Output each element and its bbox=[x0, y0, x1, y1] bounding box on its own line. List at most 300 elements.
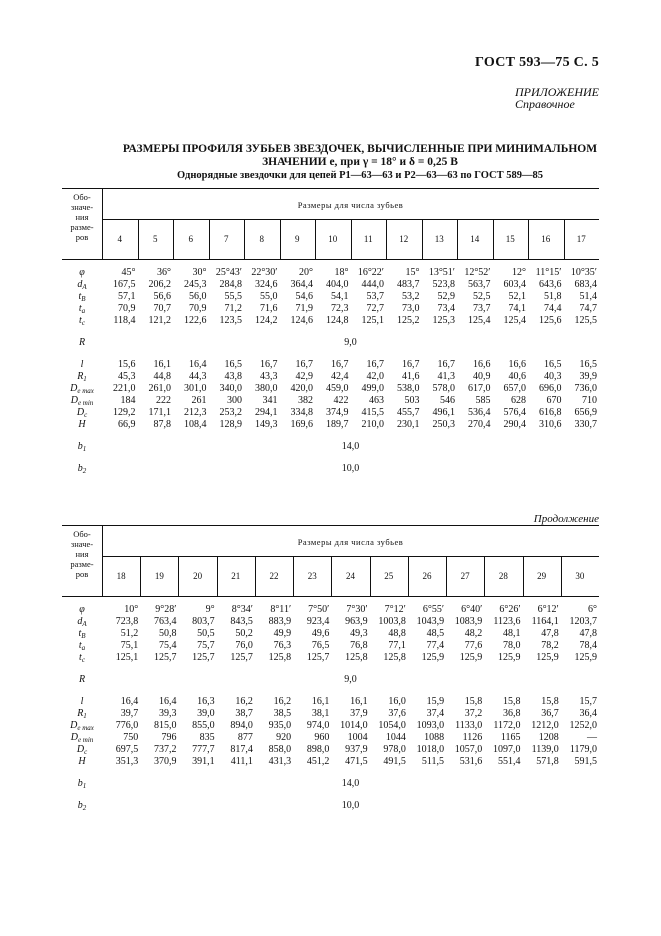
table-cell: 576,4 bbox=[503, 407, 526, 418]
table-cell: 41,3 bbox=[437, 371, 455, 382]
table-cell: 1165 bbox=[500, 732, 521, 743]
teeth-count-cell: 15 bbox=[505, 234, 515, 244]
table-cell: 73,4 bbox=[437, 303, 455, 314]
table-cell: 44,3 bbox=[189, 371, 207, 382]
table-cell: 43,3 bbox=[260, 371, 278, 382]
row-label-subscript: c bbox=[84, 411, 88, 419]
span-value-b1: 14,0 bbox=[341, 441, 360, 452]
table-cell: 16,7 bbox=[366, 359, 384, 370]
table-cell: 37,6 bbox=[388, 708, 406, 719]
stub-header-line: ния bbox=[75, 212, 89, 222]
table-cell: 51,8 bbox=[544, 291, 562, 302]
continuation-label: Продолжение bbox=[533, 513, 599, 525]
title-line-3: Однорядные звездочки для цепей Р1—63—63 и Р2—63—63 по ГОСТ 589—85 bbox=[177, 170, 543, 181]
row-label-symbol: φ bbox=[79, 604, 85, 615]
table-cell: 125,5 bbox=[574, 315, 597, 326]
row-label-subscript: c bbox=[81, 319, 85, 327]
row-label-symbol: d bbox=[77, 279, 83, 290]
table-cell: 38,7 bbox=[235, 708, 253, 719]
table-cell: 77,6 bbox=[464, 640, 483, 651]
table-cell: 270,4 bbox=[468, 419, 491, 430]
table-cell: 16°22′ bbox=[357, 267, 384, 278]
teeth-count-cell: 19 bbox=[154, 571, 164, 581]
table-cell: 404,0 bbox=[326, 279, 349, 290]
table-cell: 22°30′ bbox=[251, 267, 278, 278]
row-label-symbol: t bbox=[78, 640, 82, 651]
table-cell: 129,2 bbox=[113, 407, 136, 418]
table-cell: 1018,0 bbox=[416, 744, 445, 755]
table-cell: 261,0 bbox=[148, 383, 171, 394]
table-cell: 71,9 bbox=[295, 303, 313, 314]
table-cell: 15,8 bbox=[464, 696, 483, 707]
teeth-count-cell: 9 bbox=[295, 234, 300, 244]
table-cell: 1252,0 bbox=[569, 720, 597, 731]
table-cell: 16,7 bbox=[331, 359, 349, 370]
table-cell: 36,8 bbox=[503, 708, 521, 719]
table-cell: 15,7 bbox=[579, 696, 597, 707]
table-cell: 963,9 bbox=[345, 616, 368, 627]
table-cell: 253,2 bbox=[219, 407, 242, 418]
table-cell: 657,0 bbox=[503, 383, 526, 394]
teeth-count-cell: 26 bbox=[422, 571, 432, 581]
table-cell: 536,4 bbox=[468, 407, 491, 418]
table-cell: 578,0 bbox=[432, 383, 455, 394]
table-cell: 15° bbox=[405, 267, 420, 278]
table-cell: 585 bbox=[475, 395, 491, 406]
stub-header-line: разме- bbox=[70, 222, 94, 232]
table-cell: 125,4 bbox=[503, 315, 526, 326]
row-label bbox=[70, 629, 94, 641]
table-cell: 843,5 bbox=[230, 616, 253, 627]
table-cell: 38,5 bbox=[273, 708, 292, 719]
row-label bbox=[70, 757, 94, 767]
table-cell: 1014,0 bbox=[340, 720, 368, 731]
appendix-label bbox=[515, 86, 599, 110]
table-cell: 49,3 bbox=[350, 628, 368, 639]
table-cell: 108,4 bbox=[184, 419, 207, 430]
table-header-bottom-rule bbox=[62, 596, 599, 597]
stub-header bbox=[62, 192, 102, 242]
table-cell: 75,7 bbox=[197, 640, 215, 651]
table-cell: 340,0 bbox=[219, 383, 242, 394]
table-cell: 15,9 bbox=[426, 696, 445, 707]
table-cell: 20° bbox=[299, 267, 313, 278]
table-cell: 374,9 bbox=[326, 407, 349, 418]
table-cell: 167,5 bbox=[113, 279, 136, 290]
table-cell: 6°26′ bbox=[499, 604, 521, 615]
table-cell: 1133,0 bbox=[455, 720, 483, 731]
table-cell: 571,8 bbox=[536, 756, 559, 767]
table-cell: 1203,7 bbox=[569, 616, 597, 627]
table-cell: 36,4 bbox=[579, 708, 597, 719]
table-cell: 16,4 bbox=[120, 696, 139, 707]
row-label-symbol: l bbox=[80, 359, 84, 370]
teeth-count-cell: 20 bbox=[193, 571, 203, 581]
table-cell: 546 bbox=[440, 395, 455, 406]
table-cell: 551,4 bbox=[498, 756, 521, 767]
table-cell: 1179,0 bbox=[569, 744, 597, 755]
table-cell: 25°43′ bbox=[215, 267, 242, 278]
table-cell: 48,2 bbox=[464, 628, 483, 639]
stub-header-line: значе- bbox=[70, 539, 94, 549]
table-cell: 73,7 bbox=[473, 303, 491, 314]
table-cell: 13°51′ bbox=[428, 267, 455, 278]
table-cell: 6°55′ bbox=[422, 604, 445, 615]
row-label-symbol: b bbox=[77, 778, 83, 789]
teeth-header-rule bbox=[102, 556, 599, 557]
table-cell: 40,6 bbox=[508, 371, 526, 382]
table-cell: 70,7 bbox=[153, 303, 171, 314]
table-cell: 491,5 bbox=[383, 756, 406, 767]
table-cell: 121,2 bbox=[148, 315, 171, 326]
stub-divider bbox=[102, 525, 103, 596]
table-cell: 50,5 bbox=[197, 628, 215, 639]
table-cell: 36° bbox=[157, 267, 171, 278]
table-cell: 803,7 bbox=[192, 616, 215, 627]
page-header: ГОСТ 593—75 С. 5 bbox=[475, 55, 599, 70]
table-cell: 78,4 bbox=[579, 640, 597, 651]
table-cell: 16,2 bbox=[273, 696, 292, 707]
stub-header-line: разме- bbox=[70, 559, 94, 569]
teeth-count-cell: 10 bbox=[328, 234, 338, 244]
table-cell: 1003,8 bbox=[378, 616, 406, 627]
table-cell: 16,1 bbox=[350, 696, 368, 707]
stub-header-line: значе- bbox=[70, 202, 94, 212]
table-cell: 324,6 bbox=[255, 279, 278, 290]
row-label-symbol: t bbox=[79, 652, 82, 663]
table-cell: 12°52′ bbox=[464, 267, 491, 278]
table-cell: 351,3 bbox=[115, 756, 139, 767]
teeth-count-cell: 25 bbox=[384, 571, 394, 581]
table-cell: 960 bbox=[314, 732, 330, 743]
teeth-count-cell: 5 bbox=[153, 234, 158, 244]
table-cell: 920 bbox=[276, 732, 292, 743]
teeth-count-cell: 14 bbox=[470, 234, 480, 244]
table-cell: 16,4 bbox=[189, 359, 207, 370]
table-cell: 125,1 bbox=[361, 315, 384, 326]
teeth-count-cell: 13 bbox=[434, 234, 444, 244]
row-label bbox=[70, 653, 94, 665]
table-cell: 978,0 bbox=[383, 744, 406, 755]
table-cell: 1054,0 bbox=[378, 720, 406, 731]
row-label bbox=[70, 420, 94, 430]
table-cell: 37,9 bbox=[350, 708, 368, 719]
table-cell: 125,7 bbox=[153, 652, 177, 663]
row-label-subscript: c bbox=[81, 656, 85, 664]
table-cell: 499,0 bbox=[361, 383, 384, 394]
table-cell: 1126 bbox=[462, 732, 483, 743]
teeth-count-cell: 28 bbox=[498, 571, 508, 581]
span-value-b2: 10,0 bbox=[341, 800, 360, 811]
table-cell: 55,5 bbox=[224, 291, 242, 302]
table-cell: 1093,0 bbox=[416, 720, 445, 731]
table-cell: 171,1 bbox=[148, 407, 171, 418]
span-value-R: 9,0 bbox=[344, 337, 357, 348]
table-cell: 1004 bbox=[347, 732, 368, 743]
table-cell: 57,1 bbox=[118, 291, 136, 302]
table-cell: 212,3 bbox=[184, 407, 207, 418]
table-cell: 391,1 bbox=[192, 756, 215, 767]
table-cell: 736,0 bbox=[574, 383, 597, 394]
table-cell: 71,6 bbox=[260, 303, 278, 314]
row-label bbox=[70, 697, 94, 707]
table-cell: 628 bbox=[511, 395, 526, 406]
table-cell: 670 bbox=[546, 395, 562, 406]
row-label-symbol: b bbox=[77, 441, 83, 452]
table-cell: 75,1 bbox=[120, 640, 139, 651]
table-cell: 16,5 bbox=[579, 359, 597, 370]
table-top-rule bbox=[62, 525, 599, 526]
table-cell: 52,5 bbox=[473, 291, 491, 302]
table-cell: 8°34′ bbox=[231, 604, 253, 615]
table-cell: 11°15′ bbox=[535, 267, 562, 278]
stub-header-line: Обо- bbox=[73, 529, 91, 539]
stub-header-line: ния bbox=[75, 549, 89, 559]
table-cell: 697,5 bbox=[115, 744, 139, 755]
row-label-subscript: a bbox=[81, 644, 86, 652]
table-cell: 16,0 bbox=[388, 696, 406, 707]
row-label-symbol: D bbox=[70, 720, 78, 731]
teeth-count-cell: 27 bbox=[460, 571, 470, 581]
stub-header bbox=[62, 529, 102, 579]
table-cell: 603,4 bbox=[503, 279, 526, 290]
row-label-symbol: l bbox=[80, 696, 84, 707]
table-cell: 122,6 bbox=[184, 315, 207, 326]
table-cell: 776,0 bbox=[115, 720, 139, 731]
stub-header-line: Обо- bbox=[73, 192, 91, 202]
table-cell: 250,3 bbox=[432, 419, 455, 430]
table-cell: 49,6 bbox=[311, 628, 330, 639]
table-cell: 12° bbox=[512, 267, 526, 278]
row-label bbox=[70, 675, 94, 685]
table-cell: 41,6 bbox=[402, 371, 420, 382]
table-cell: 76,5 bbox=[311, 640, 330, 651]
table-cell: 222 bbox=[156, 395, 171, 406]
table-cell: 125,1 bbox=[115, 652, 139, 663]
table-cell: 47,8 bbox=[579, 628, 597, 639]
table-cell: 9° bbox=[205, 604, 215, 615]
table-cell: 16,1 bbox=[153, 359, 171, 370]
table-cell: — bbox=[586, 732, 597, 743]
table-cell: 290,4 bbox=[503, 419, 526, 430]
table-cell: 125,9 bbox=[498, 652, 521, 663]
appendix-title: ПРИЛОЖЕНИЕ bbox=[515, 85, 599, 99]
row-label bbox=[70, 617, 94, 629]
table-cell: 245,3 bbox=[184, 279, 207, 290]
table-cell: 7°50′ bbox=[308, 604, 330, 615]
table-cell: 55,0 bbox=[260, 291, 278, 302]
table-cell: 8°11′ bbox=[270, 604, 292, 615]
row-label-subscript: A bbox=[82, 620, 87, 628]
table-cell: 643,6 bbox=[539, 279, 562, 290]
table-cell: 42,4 bbox=[331, 371, 349, 382]
table-cell: 750 bbox=[123, 732, 139, 743]
table-cell: 261 bbox=[191, 395, 207, 406]
table-cell: 455,7 bbox=[397, 407, 420, 418]
table-cell: 51,4 bbox=[579, 291, 597, 302]
table-cell: 125,9 bbox=[536, 652, 559, 663]
table-cell: 431,3 bbox=[268, 756, 292, 767]
table-cell: 1123,6 bbox=[493, 616, 521, 627]
table-cell: 310,6 bbox=[539, 419, 562, 430]
table-cell: 37,4 bbox=[426, 708, 445, 719]
table-cell: 531,6 bbox=[459, 756, 483, 767]
table-cell: 15,8 bbox=[503, 696, 521, 707]
table-cell: 184 bbox=[120, 395, 136, 406]
table-cell: 538,0 bbox=[397, 383, 420, 394]
teeth-count-cell: 12 bbox=[399, 234, 409, 244]
teeth-count-cell: 30 bbox=[575, 571, 585, 581]
row-label-symbol: D bbox=[76, 744, 85, 755]
table-cell: 1212,0 bbox=[531, 720, 559, 731]
table-cell: 855,0 bbox=[192, 720, 215, 731]
row-label-symbol: b bbox=[77, 800, 83, 811]
table-cell: 511,5 bbox=[421, 756, 445, 767]
table-cell: 125,3 bbox=[432, 315, 455, 326]
table-cell: 422 bbox=[333, 395, 349, 406]
table-cell: 76,8 bbox=[350, 640, 368, 651]
row-label-subscript: 1 bbox=[83, 375, 87, 383]
row-label bbox=[70, 338, 94, 348]
table-cell: 16,4 bbox=[158, 696, 177, 707]
table-cell: 471,5 bbox=[345, 756, 368, 767]
table-cell: 51,2 bbox=[120, 628, 139, 639]
table-cell: 1044 bbox=[385, 732, 406, 743]
table-cell: 6°12′ bbox=[537, 604, 559, 615]
row-label-subscript: 1 bbox=[83, 712, 87, 720]
table-cell: 66,9 bbox=[118, 419, 136, 430]
table-cell: 43,8 bbox=[224, 371, 242, 382]
row-label bbox=[70, 605, 94, 615]
table-cell: 48,8 bbox=[388, 628, 406, 639]
table-cell: 87,8 bbox=[153, 419, 171, 430]
table-cell: 1208 bbox=[538, 732, 559, 743]
title-line-1: РАЗМЕРЫ ПРОФИЛЯ ЗУБЬЕВ ЗВЕЗДОЧЕК, ВЫЧИСЛЕННЫЕ ПРИ МИНИМАЛЬНОМ bbox=[122, 143, 598, 155]
table-cell: 72,3 bbox=[331, 303, 349, 314]
table-cell: 149,3 bbox=[255, 419, 278, 430]
table-cell: 78,2 bbox=[541, 640, 559, 651]
table-cell: 47,8 bbox=[541, 628, 559, 639]
table-cell: 52,1 bbox=[508, 291, 526, 302]
table-cell: 284,8 bbox=[219, 279, 242, 290]
table-cell: 125,7 bbox=[306, 652, 330, 663]
teeth-count-cell: 8 bbox=[259, 234, 264, 244]
row-label bbox=[70, 801, 94, 813]
table-cell: 42,0 bbox=[366, 371, 384, 382]
table-cell: 30° bbox=[192, 267, 207, 278]
table-cell: 70,9 bbox=[189, 303, 207, 314]
row-label-symbol: R bbox=[77, 371, 84, 382]
table-header-bottom-rule bbox=[62, 259, 599, 260]
row-label bbox=[70, 641, 94, 653]
teeth-count-cell: 23 bbox=[307, 571, 317, 581]
row-label-symbol: D bbox=[70, 383, 78, 394]
table-cell: 1164,1 bbox=[531, 616, 559, 627]
row-label bbox=[70, 442, 94, 454]
table-cell: 54,6 bbox=[295, 291, 313, 302]
table-cell: 763,4 bbox=[153, 616, 177, 627]
teeth-count-cell: 6 bbox=[188, 234, 193, 244]
table-cell: 301,0 bbox=[184, 383, 207, 394]
table-cell: 53,2 bbox=[402, 291, 420, 302]
teeth-count-cell: 4 bbox=[117, 234, 122, 244]
table-cell: 15,8 bbox=[541, 696, 559, 707]
table-cell: 777,7 bbox=[192, 744, 215, 755]
table-cell: 935,0 bbox=[268, 720, 292, 731]
row-label bbox=[70, 779, 94, 791]
table-cell: 696,0 bbox=[539, 383, 562, 394]
table-cell: 125,9 bbox=[459, 652, 483, 663]
table-cell: 300 bbox=[227, 395, 242, 406]
table-cell: 16,7 bbox=[295, 359, 313, 370]
row-label-subscript: e min bbox=[77, 399, 94, 407]
table-cell: 70,9 bbox=[118, 303, 136, 314]
table-cell: 75,4 bbox=[158, 640, 177, 651]
table-cell: 723,8 bbox=[115, 616, 139, 627]
row-label-subscript: 2 bbox=[82, 804, 87, 812]
row-label-symbol: D bbox=[70, 395, 78, 406]
table-cell: 1172,0 bbox=[493, 720, 521, 731]
table-cell: 169,6 bbox=[290, 419, 313, 430]
table-cell: 36,7 bbox=[541, 708, 559, 719]
table-cell: 1088 bbox=[424, 732, 445, 743]
row-label-symbol: t bbox=[79, 315, 82, 326]
table-cell: 6° bbox=[587, 604, 597, 615]
row-label bbox=[70, 316, 94, 328]
table-cell: 1139,0 bbox=[531, 744, 559, 755]
row-label-symbol: φ bbox=[79, 267, 85, 278]
table-cell: 683,4 bbox=[574, 279, 597, 290]
row-label-subscript: A bbox=[82, 283, 87, 291]
table-cell: 72,7 bbox=[366, 303, 384, 314]
table-cell: 835 bbox=[199, 732, 215, 743]
table-cell: 50,8 bbox=[158, 628, 177, 639]
row-label-subscript: B bbox=[81, 295, 86, 303]
table-cell: 898,0 bbox=[306, 744, 330, 755]
teeth-count-cell: 18 bbox=[116, 571, 126, 581]
row-label-symbol: H bbox=[78, 756, 86, 767]
table-cell: 42,9 bbox=[295, 371, 313, 382]
table-cell: 16,1 bbox=[311, 696, 330, 707]
table-cell: 483,7 bbox=[397, 279, 420, 290]
teeth-count-header: Размеры для числа зубьев bbox=[297, 537, 404, 547]
table-cell: 737,2 bbox=[153, 744, 177, 755]
document-title bbox=[60, 143, 660, 182]
table-cell: 330,7 bbox=[574, 419, 597, 430]
table-cell: 45,3 bbox=[118, 371, 136, 382]
table-cell: 16,5 bbox=[544, 359, 562, 370]
table-cell: 1097,0 bbox=[493, 744, 521, 755]
table-cell: 16,2 bbox=[235, 696, 253, 707]
table-cell: 77,4 bbox=[426, 640, 445, 651]
table-cell: 16,5 bbox=[224, 359, 242, 370]
table-cell: 206,2 bbox=[148, 279, 171, 290]
table-cell: 54,1 bbox=[331, 291, 349, 302]
table-cell: 125,2 bbox=[397, 315, 420, 326]
table-cell: 974,0 bbox=[306, 720, 330, 731]
table-cell: 796 bbox=[161, 732, 177, 743]
row-label-subscript: e max bbox=[77, 724, 94, 732]
table-cell: 74,1 bbox=[508, 303, 526, 314]
table-cell: 415,5 bbox=[361, 407, 384, 418]
span-value-R: 9,0 bbox=[344, 674, 357, 685]
table-cell: 15,6 bbox=[118, 359, 136, 370]
table-cell: 382 bbox=[298, 395, 313, 406]
table-cell: 78,0 bbox=[503, 640, 521, 651]
table-cell: 894,0 bbox=[230, 720, 253, 731]
table-cell: 123,5 bbox=[219, 315, 242, 326]
row-label-subscript: e max bbox=[77, 387, 94, 395]
